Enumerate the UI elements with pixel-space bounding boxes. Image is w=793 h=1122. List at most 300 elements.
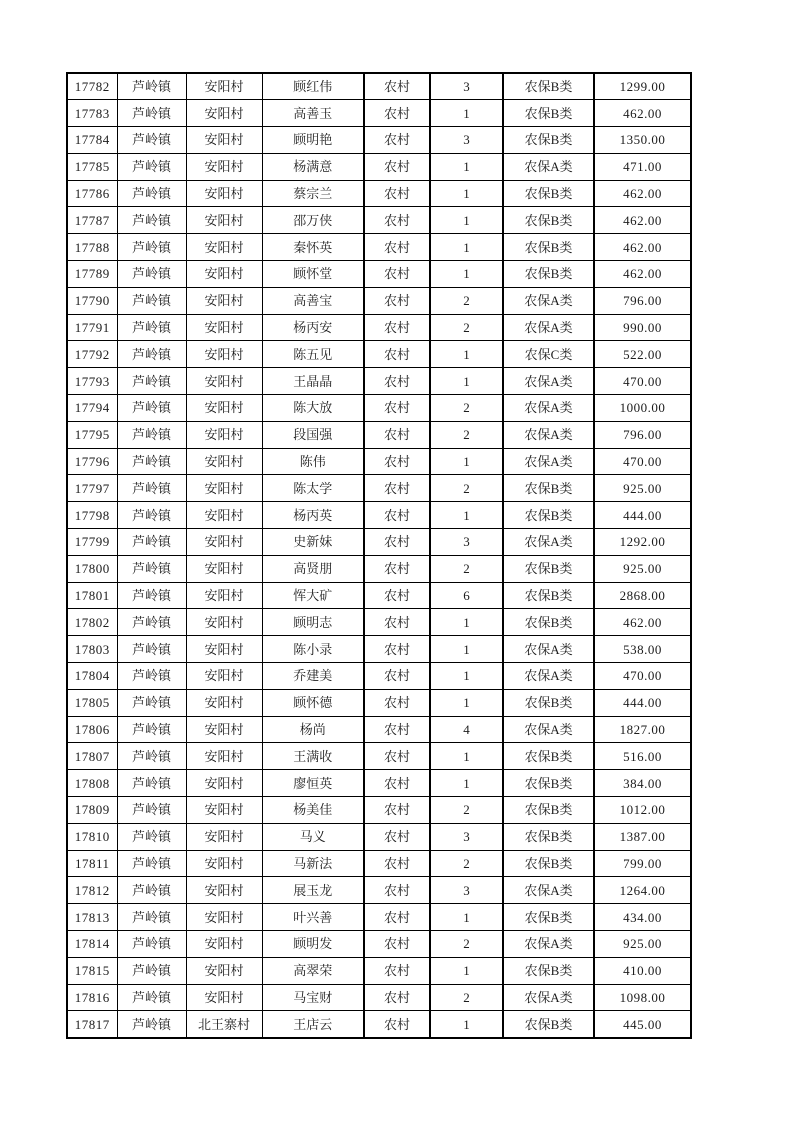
cell-village: 安阳村 bbox=[186, 395, 262, 422]
cell-village: 安阳村 bbox=[186, 904, 262, 931]
cell-insurance-class: 农保B类 bbox=[503, 1011, 594, 1038]
cell-person-count: 1 bbox=[430, 180, 503, 207]
cell-village: 安阳村 bbox=[186, 207, 262, 234]
cell-person-count: 4 bbox=[430, 716, 503, 743]
cell-household-type: 农村 bbox=[364, 287, 430, 314]
cell-town: 芦岭镇 bbox=[117, 421, 186, 448]
cell-insurance-class: 农保B类 bbox=[503, 689, 594, 716]
cell-town: 芦岭镇 bbox=[117, 877, 186, 904]
cell-serial: 17807 bbox=[67, 743, 117, 770]
cell-person-name: 高善玉 bbox=[262, 100, 364, 127]
table-row bbox=[67, 529, 691, 556]
cell-person-name: 顾明志 bbox=[262, 609, 364, 636]
cell-insurance-class: 农保B类 bbox=[503, 609, 594, 636]
table-row bbox=[67, 448, 691, 475]
table-row bbox=[67, 663, 691, 690]
cell-insurance-class: 农保A类 bbox=[503, 287, 594, 314]
cell-amount: 925.00 bbox=[594, 475, 691, 502]
cell-serial: 17786 bbox=[67, 180, 117, 207]
cell-amount: 462.00 bbox=[594, 261, 691, 288]
cell-town: 芦岭镇 bbox=[117, 770, 186, 797]
cell-person-count: 1 bbox=[430, 743, 503, 770]
cell-insurance-class: 农保B类 bbox=[503, 850, 594, 877]
cell-serial: 17790 bbox=[67, 287, 117, 314]
cell-village: 安阳村 bbox=[186, 180, 262, 207]
cell-amount: 410.00 bbox=[594, 957, 691, 984]
cell-insurance-class: 农保A类 bbox=[503, 931, 594, 958]
table-row bbox=[67, 153, 691, 180]
cell-town: 芦岭镇 bbox=[117, 957, 186, 984]
cell-household-type: 农村 bbox=[364, 582, 430, 609]
table-row bbox=[67, 957, 691, 984]
cell-amount: 925.00 bbox=[594, 931, 691, 958]
cell-town: 芦岭镇 bbox=[117, 555, 186, 582]
cell-amount: 384.00 bbox=[594, 770, 691, 797]
cell-person-count: 2 bbox=[430, 984, 503, 1011]
cell-person-count: 2 bbox=[430, 475, 503, 502]
cell-person-name: 王满收 bbox=[262, 743, 364, 770]
cell-person-count: 2 bbox=[430, 395, 503, 422]
cell-town: 芦岭镇 bbox=[117, 797, 186, 824]
cell-serial: 17805 bbox=[67, 689, 117, 716]
cell-amount: 1264.00 bbox=[594, 877, 691, 904]
cell-person-name: 陈五见 bbox=[262, 341, 364, 368]
cell-household-type: 农村 bbox=[364, 957, 430, 984]
cell-insurance-class: 农保B类 bbox=[503, 127, 594, 154]
cell-household-type: 农村 bbox=[364, 368, 430, 395]
cell-amount: 462.00 bbox=[594, 180, 691, 207]
cell-person-count: 1 bbox=[430, 100, 503, 127]
cell-village: 安阳村 bbox=[186, 153, 262, 180]
cell-town: 芦岭镇 bbox=[117, 663, 186, 690]
table-row bbox=[67, 368, 691, 395]
cell-town: 芦岭镇 bbox=[117, 582, 186, 609]
cell-amount: 471.00 bbox=[594, 153, 691, 180]
cell-person-count: 1 bbox=[430, 904, 503, 931]
cell-town: 芦岭镇 bbox=[117, 234, 186, 261]
cell-insurance-class: 农保A类 bbox=[503, 314, 594, 341]
cell-person-count: 3 bbox=[430, 877, 503, 904]
cell-household-type: 农村 bbox=[364, 850, 430, 877]
cell-serial: 17794 bbox=[67, 395, 117, 422]
cell-insurance-class: 农保B类 bbox=[503, 582, 594, 609]
cell-village: 安阳村 bbox=[186, 663, 262, 690]
table-row bbox=[67, 636, 691, 663]
cell-serial: 17813 bbox=[67, 904, 117, 931]
table-row bbox=[67, 850, 691, 877]
cell-town: 芦岭镇 bbox=[117, 1011, 186, 1038]
cell-household-type: 农村 bbox=[364, 797, 430, 824]
cell-village: 安阳村 bbox=[186, 957, 262, 984]
cell-serial: 17785 bbox=[67, 153, 117, 180]
table-row bbox=[67, 904, 691, 931]
cell-household-type: 农村 bbox=[364, 716, 430, 743]
table-row bbox=[67, 234, 691, 261]
cell-person-count: 1 bbox=[430, 1011, 503, 1038]
cell-person-name: 蔡宗兰 bbox=[262, 180, 364, 207]
cell-person-count: 1 bbox=[430, 957, 503, 984]
cell-person-count: 3 bbox=[430, 823, 503, 850]
cell-amount: 445.00 bbox=[594, 1011, 691, 1038]
cell-household-type: 农村 bbox=[364, 663, 430, 690]
table-row bbox=[67, 823, 691, 850]
table-row bbox=[67, 261, 691, 288]
cell-household-type: 农村 bbox=[364, 261, 430, 288]
roster-table bbox=[66, 72, 692, 1039]
cell-town: 芦岭镇 bbox=[117, 153, 186, 180]
cell-serial: 17809 bbox=[67, 797, 117, 824]
cell-household-type: 农村 bbox=[364, 234, 430, 261]
table-row bbox=[67, 770, 691, 797]
cell-person-count: 2 bbox=[430, 797, 503, 824]
cell-person-count: 3 bbox=[430, 529, 503, 556]
cell-insurance-class: 农保A类 bbox=[503, 368, 594, 395]
cell-village: 安阳村 bbox=[186, 877, 262, 904]
cell-insurance-class: 农保B类 bbox=[503, 797, 594, 824]
cell-insurance-class: 农保A类 bbox=[503, 636, 594, 663]
cell-insurance-class: 农保B类 bbox=[503, 743, 594, 770]
cell-village: 北王寨村 bbox=[186, 1011, 262, 1038]
cell-household-type: 农村 bbox=[364, 931, 430, 958]
cell-person-count: 2 bbox=[430, 850, 503, 877]
cell-household-type: 农村 bbox=[364, 127, 430, 154]
cell-person-count: 6 bbox=[430, 582, 503, 609]
cell-serial: 17801 bbox=[67, 582, 117, 609]
cell-person-name: 顾明发 bbox=[262, 931, 364, 958]
cell-town: 芦岭镇 bbox=[117, 931, 186, 958]
table-row bbox=[67, 475, 691, 502]
table-row bbox=[67, 207, 691, 234]
cell-household-type: 农村 bbox=[364, 448, 430, 475]
cell-person-count: 1 bbox=[430, 234, 503, 261]
cell-town: 芦岭镇 bbox=[117, 127, 186, 154]
cell-serial: 17796 bbox=[67, 448, 117, 475]
table-row bbox=[67, 1011, 691, 1038]
cell-household-type: 农村 bbox=[364, 904, 430, 931]
cell-town: 芦岭镇 bbox=[117, 904, 186, 931]
cell-village: 安阳村 bbox=[186, 234, 262, 261]
cell-household-type: 农村 bbox=[364, 180, 430, 207]
cell-town: 芦岭镇 bbox=[117, 636, 186, 663]
cell-person-count: 2 bbox=[430, 314, 503, 341]
cell-serial: 17791 bbox=[67, 314, 117, 341]
cell-person-name: 展玉龙 bbox=[262, 877, 364, 904]
cell-person-count: 1 bbox=[430, 261, 503, 288]
cell-town: 芦岭镇 bbox=[117, 823, 186, 850]
table-row bbox=[67, 421, 691, 448]
cell-amount: 462.00 bbox=[594, 207, 691, 234]
cell-serial: 17814 bbox=[67, 931, 117, 958]
table-row bbox=[67, 797, 691, 824]
cell-household-type: 农村 bbox=[364, 877, 430, 904]
cell-insurance-class: 农保B类 bbox=[503, 770, 594, 797]
cell-person-count: 1 bbox=[430, 609, 503, 636]
cell-amount: 796.00 bbox=[594, 287, 691, 314]
cell-amount: 470.00 bbox=[594, 368, 691, 395]
cell-household-type: 农村 bbox=[364, 689, 430, 716]
cell-serial: 17806 bbox=[67, 716, 117, 743]
cell-amount: 1299.00 bbox=[594, 73, 691, 100]
cell-person-name: 顾红伟 bbox=[262, 73, 364, 100]
table-row bbox=[67, 743, 691, 770]
table-row bbox=[67, 689, 691, 716]
cell-serial: 17811 bbox=[67, 850, 117, 877]
cell-serial: 17810 bbox=[67, 823, 117, 850]
cell-person-count: 1 bbox=[430, 502, 503, 529]
cell-household-type: 农村 bbox=[364, 475, 430, 502]
cell-amount: 434.00 bbox=[594, 904, 691, 931]
cell-person-count: 2 bbox=[430, 931, 503, 958]
cell-town: 芦岭镇 bbox=[117, 850, 186, 877]
cell-village: 安阳村 bbox=[186, 636, 262, 663]
cell-amount: 1387.00 bbox=[594, 823, 691, 850]
table-row bbox=[67, 314, 691, 341]
cell-serial: 17789 bbox=[67, 261, 117, 288]
cell-person-name: 杨丙英 bbox=[262, 502, 364, 529]
cell-person-name: 陈大放 bbox=[262, 395, 364, 422]
cell-serial: 17797 bbox=[67, 475, 117, 502]
cell-village: 安阳村 bbox=[186, 341, 262, 368]
cell-person-count: 1 bbox=[430, 663, 503, 690]
cell-serial: 17798 bbox=[67, 502, 117, 529]
cell-amount: 538.00 bbox=[594, 636, 691, 663]
cell-amount: 522.00 bbox=[594, 341, 691, 368]
cell-village: 安阳村 bbox=[186, 287, 262, 314]
cell-serial: 17804 bbox=[67, 663, 117, 690]
cell-village: 安阳村 bbox=[186, 823, 262, 850]
cell-person-count: 2 bbox=[430, 555, 503, 582]
cell-person-name: 邵万侠 bbox=[262, 207, 364, 234]
cell-person-name: 杨尚 bbox=[262, 716, 364, 743]
cell-town: 芦岭镇 bbox=[117, 287, 186, 314]
cell-insurance-class: 农保A类 bbox=[503, 395, 594, 422]
cell-household-type: 农村 bbox=[364, 207, 430, 234]
cell-amount: 990.00 bbox=[594, 314, 691, 341]
cell-town: 芦岭镇 bbox=[117, 502, 186, 529]
cell-household-type: 农村 bbox=[364, 743, 430, 770]
cell-town: 芦岭镇 bbox=[117, 395, 186, 422]
cell-person-count: 1 bbox=[430, 636, 503, 663]
cell-serial: 17793 bbox=[67, 368, 117, 395]
cell-household-type: 农村 bbox=[364, 609, 430, 636]
cell-amount: 799.00 bbox=[594, 850, 691, 877]
cell-town: 芦岭镇 bbox=[117, 609, 186, 636]
cell-insurance-class: 农保B类 bbox=[503, 475, 594, 502]
cell-household-type: 农村 bbox=[364, 153, 430, 180]
cell-insurance-class: 农保B类 bbox=[503, 100, 594, 127]
cell-amount: 1292.00 bbox=[594, 529, 691, 556]
cell-person-count: 1 bbox=[430, 689, 503, 716]
cell-village: 安阳村 bbox=[186, 73, 262, 100]
cell-village: 安阳村 bbox=[186, 689, 262, 716]
roster-tbody bbox=[67, 73, 691, 1038]
cell-insurance-class: 农保B类 bbox=[503, 555, 594, 582]
table-row bbox=[67, 180, 691, 207]
cell-serial: 17808 bbox=[67, 770, 117, 797]
table-row bbox=[67, 395, 691, 422]
table-row bbox=[67, 984, 691, 1011]
cell-town: 芦岭镇 bbox=[117, 207, 186, 234]
cell-amount: 462.00 bbox=[594, 609, 691, 636]
cell-person-count: 2 bbox=[430, 421, 503, 448]
cell-amount: 470.00 bbox=[594, 663, 691, 690]
cell-household-type: 农村 bbox=[364, 421, 430, 448]
cell-town: 芦岭镇 bbox=[117, 984, 186, 1011]
cell-village: 安阳村 bbox=[186, 850, 262, 877]
table-row bbox=[67, 127, 691, 154]
cell-person-name: 恽大矿 bbox=[262, 582, 364, 609]
cell-person-name: 陈太学 bbox=[262, 475, 364, 502]
cell-person-name: 马宝财 bbox=[262, 984, 364, 1011]
cell-village: 安阳村 bbox=[186, 502, 262, 529]
cell-person-name: 陈小录 bbox=[262, 636, 364, 663]
cell-amount: 444.00 bbox=[594, 689, 691, 716]
cell-household-type: 农村 bbox=[364, 636, 430, 663]
cell-village: 安阳村 bbox=[186, 609, 262, 636]
cell-serial: 17817 bbox=[67, 1011, 117, 1038]
cell-town: 芦岭镇 bbox=[117, 261, 186, 288]
cell-person-count: 3 bbox=[430, 73, 503, 100]
cell-person-name: 马新法 bbox=[262, 850, 364, 877]
cell-insurance-class: 农保A类 bbox=[503, 877, 594, 904]
cell-serial: 17792 bbox=[67, 341, 117, 368]
cell-serial: 17783 bbox=[67, 100, 117, 127]
cell-household-type: 农村 bbox=[364, 770, 430, 797]
cell-person-name: 廖恒英 bbox=[262, 770, 364, 797]
cell-insurance-class: 农保B类 bbox=[503, 73, 594, 100]
cell-person-name: 顾怀德 bbox=[262, 689, 364, 716]
cell-person-name: 高贤朋 bbox=[262, 555, 364, 582]
cell-person-name: 杨满意 bbox=[262, 153, 364, 180]
cell-person-name: 杨美佳 bbox=[262, 797, 364, 824]
cell-insurance-class: 农保B类 bbox=[503, 957, 594, 984]
cell-person-name: 高善宝 bbox=[262, 287, 364, 314]
cell-amount: 462.00 bbox=[594, 100, 691, 127]
cell-town: 芦岭镇 bbox=[117, 180, 186, 207]
cell-village: 安阳村 bbox=[186, 984, 262, 1011]
cell-serial: 17816 bbox=[67, 984, 117, 1011]
cell-village: 安阳村 bbox=[186, 448, 262, 475]
cell-amount: 1000.00 bbox=[594, 395, 691, 422]
cell-household-type: 农村 bbox=[364, 529, 430, 556]
cell-town: 芦岭镇 bbox=[117, 448, 186, 475]
cell-town: 芦岭镇 bbox=[117, 368, 186, 395]
table-row bbox=[67, 555, 691, 582]
cell-amount: 1827.00 bbox=[594, 716, 691, 743]
cell-serial: 17795 bbox=[67, 421, 117, 448]
cell-person-count: 1 bbox=[430, 770, 503, 797]
cell-person-name: 马义 bbox=[262, 823, 364, 850]
cell-person-name: 顾怀堂 bbox=[262, 261, 364, 288]
table-row bbox=[67, 502, 691, 529]
cell-person-count: 1 bbox=[430, 368, 503, 395]
cell-person-name: 段国强 bbox=[262, 421, 364, 448]
cell-village: 安阳村 bbox=[186, 529, 262, 556]
cell-insurance-class: 农保A类 bbox=[503, 663, 594, 690]
table-row bbox=[67, 716, 691, 743]
cell-insurance-class: 农保B类 bbox=[503, 502, 594, 529]
cell-town: 芦岭镇 bbox=[117, 689, 186, 716]
cell-serial: 17802 bbox=[67, 609, 117, 636]
cell-serial: 17782 bbox=[67, 73, 117, 100]
cell-village: 安阳村 bbox=[186, 368, 262, 395]
cell-person-name: 顾明艳 bbox=[262, 127, 364, 154]
cell-amount: 444.00 bbox=[594, 502, 691, 529]
cell-person-count: 1 bbox=[430, 341, 503, 368]
cell-village: 安阳村 bbox=[186, 770, 262, 797]
cell-town: 芦岭镇 bbox=[117, 716, 186, 743]
cell-insurance-class: 农保A类 bbox=[503, 421, 594, 448]
cell-insurance-class: 农保B类 bbox=[503, 207, 594, 234]
cell-household-type: 农村 bbox=[364, 395, 430, 422]
cell-amount: 470.00 bbox=[594, 448, 691, 475]
table-row bbox=[67, 287, 691, 314]
cell-household-type: 农村 bbox=[364, 100, 430, 127]
cell-person-name: 高翠荣 bbox=[262, 957, 364, 984]
cell-household-type: 农村 bbox=[364, 341, 430, 368]
cell-person-name: 史新妹 bbox=[262, 529, 364, 556]
cell-village: 安阳村 bbox=[186, 421, 262, 448]
cell-amount: 1012.00 bbox=[594, 797, 691, 824]
cell-person-count: 1 bbox=[430, 153, 503, 180]
cell-town: 芦岭镇 bbox=[117, 341, 186, 368]
cell-person-name: 王店云 bbox=[262, 1011, 364, 1038]
cell-village: 安阳村 bbox=[186, 555, 262, 582]
cell-village: 安阳村 bbox=[186, 743, 262, 770]
cell-village: 安阳村 bbox=[186, 261, 262, 288]
cell-insurance-class: 农保A类 bbox=[503, 716, 594, 743]
cell-insurance-class: 农保B类 bbox=[503, 904, 594, 931]
cell-town: 芦岭镇 bbox=[117, 743, 186, 770]
cell-amount: 462.00 bbox=[594, 234, 691, 261]
cell-household-type: 农村 bbox=[364, 984, 430, 1011]
cell-serial: 17803 bbox=[67, 636, 117, 663]
cell-town: 芦岭镇 bbox=[117, 475, 186, 502]
cell-household-type: 农村 bbox=[364, 555, 430, 582]
cell-village: 安阳村 bbox=[186, 931, 262, 958]
cell-insurance-class: 农保A类 bbox=[503, 153, 594, 180]
cell-insurance-class: 农保B类 bbox=[503, 234, 594, 261]
cell-serial: 17812 bbox=[67, 877, 117, 904]
cell-household-type: 农村 bbox=[364, 823, 430, 850]
cell-serial: 17800 bbox=[67, 555, 117, 582]
cell-household-type: 农村 bbox=[364, 73, 430, 100]
cell-insurance-class: 农保A类 bbox=[503, 529, 594, 556]
cell-village: 安阳村 bbox=[186, 797, 262, 824]
cell-person-count: 2 bbox=[430, 287, 503, 314]
cell-person-name: 秦怀英 bbox=[262, 234, 364, 261]
cell-amount: 925.00 bbox=[594, 555, 691, 582]
cell-insurance-class: 农保A类 bbox=[503, 984, 594, 1011]
cell-amount: 1098.00 bbox=[594, 984, 691, 1011]
table-row bbox=[67, 609, 691, 636]
cell-person-name: 王晶晶 bbox=[262, 368, 364, 395]
cell-serial: 17815 bbox=[67, 957, 117, 984]
cell-town: 芦岭镇 bbox=[117, 100, 186, 127]
cell-serial: 17784 bbox=[67, 127, 117, 154]
table-row bbox=[67, 73, 691, 100]
cell-insurance-class: 农保A类 bbox=[503, 448, 594, 475]
cell-village: 安阳村 bbox=[186, 127, 262, 154]
cell-town: 芦岭镇 bbox=[117, 314, 186, 341]
cell-insurance-class: 农保B类 bbox=[503, 823, 594, 850]
cell-town: 芦岭镇 bbox=[117, 529, 186, 556]
table-row bbox=[67, 341, 691, 368]
cell-serial: 17788 bbox=[67, 234, 117, 261]
cell-amount: 1350.00 bbox=[594, 127, 691, 154]
cell-household-type: 农村 bbox=[364, 1011, 430, 1038]
cell-household-type: 农村 bbox=[364, 502, 430, 529]
